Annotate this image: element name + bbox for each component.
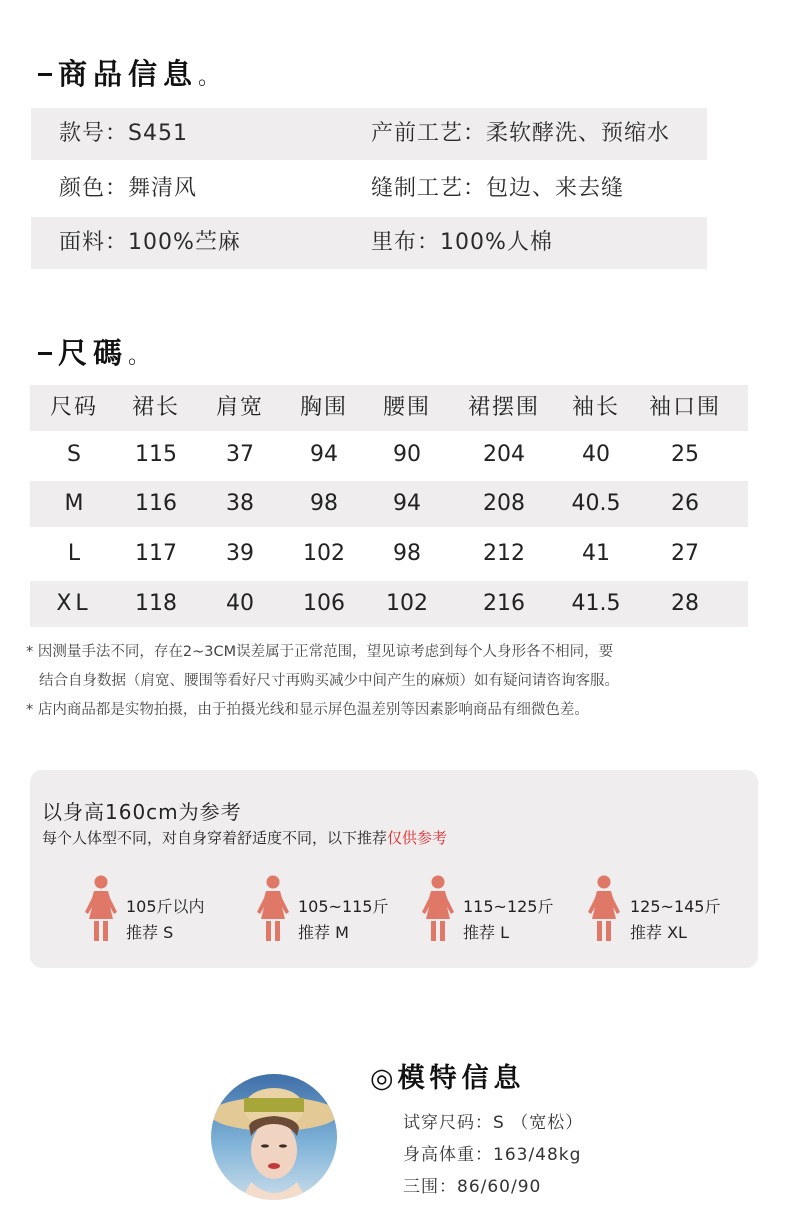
- recommended-size: 推荐 S: [126, 923, 174, 942]
- header-waist: 腰围: [382, 395, 432, 420]
- cell-sleeve-length: 41.5: [571, 591, 621, 616]
- cell-shoulder: 39: [226, 541, 254, 566]
- target-icon: ◎: [370, 1063, 394, 1094]
- header-cuff: 袖口围: [648, 395, 722, 420]
- cell-hem: 216: [483, 591, 525, 616]
- size-chart-heading: [38, 331, 150, 372]
- woman-figure-icon: [255, 874, 291, 942]
- cell-dress-length: 115: [135, 442, 177, 467]
- cell-dress-length: 118: [135, 591, 177, 616]
- table-row: [30, 432, 748, 478]
- model-size: 试穿尺码：S （宽松）: [403, 1113, 584, 1133]
- dash-icon: [38, 73, 52, 76]
- recommendation-s: [126, 894, 205, 946]
- model-photo: [211, 1074, 337, 1200]
- woman-figure-icon: [420, 874, 456, 942]
- size-notes: [26, 638, 619, 725]
- product-info-heading: [38, 52, 220, 93]
- note-line-3: * 店内商品都是实物拍摄，由于拍摄光线和显示屏色温差别等因素影响商品有细微色差。: [26, 702, 589, 718]
- cell-dress-length: 116: [135, 491, 177, 516]
- recommendation-l: [463, 894, 554, 946]
- size-chart-title: 尺碼: [58, 336, 129, 370]
- cell-cuff: 28: [671, 591, 699, 616]
- cell-shoulder: 38: [226, 491, 254, 516]
- cell-waist: 90: [393, 442, 421, 467]
- cell-shoulder: 40: [226, 591, 254, 616]
- cell-waist: 98: [393, 541, 421, 566]
- cell-dress-length: 117: [135, 541, 177, 566]
- title-mark: 。: [198, 65, 221, 90]
- reference-subtitle: [42, 827, 447, 848]
- title-mark: 。: [128, 344, 151, 369]
- reference-subtitle-text: 每个人体型不同，对自身穿着舒适度不同，以下推荐: [42, 829, 388, 847]
- weight-range: 105~115斤: [298, 897, 389, 916]
- model-height-weight: 身高体重：163/48kg: [403, 1145, 582, 1165]
- recommendation-xl: [630, 894, 721, 946]
- cell-bust: 106: [303, 591, 345, 616]
- info-row-2: [31, 163, 707, 215]
- cell-size: XL: [56, 591, 92, 616]
- info-fabric: 面料：100%苎麻: [59, 230, 241, 255]
- info-style-number: 款号：S451: [59, 121, 188, 146]
- recommended-size: 推荐 M: [298, 923, 349, 942]
- cell-bust: 102: [303, 541, 345, 566]
- model-info-heading: [370, 1056, 526, 1095]
- cell-hem: 204: [483, 442, 525, 467]
- woman-figure-icon: [586, 874, 622, 942]
- reference-title: 以身高160cm为参考: [42, 800, 242, 824]
- header-size: 尺码: [49, 395, 99, 420]
- header-hem: 裙摆围: [467, 395, 541, 420]
- product-info-title: 商品信息: [58, 57, 199, 91]
- info-color: 颜色：舞清风: [59, 176, 198, 201]
- info-sewing-process: 缝制工艺：包边、来去缝: [371, 176, 625, 201]
- info-row-3: [31, 217, 707, 269]
- dash-icon: [38, 352, 52, 355]
- cell-waist: 94: [393, 491, 421, 516]
- cell-sleeve-length: 40.5: [571, 491, 621, 516]
- reference-highlight: 仅供参考: [387, 829, 448, 847]
- cell-cuff: 26: [671, 491, 699, 516]
- header-sleeve-length: 袖长: [571, 395, 621, 420]
- info-lining: 里布：100%人棉: [371, 230, 553, 255]
- info-pre-process: 产前工艺：柔软酵洗、预缩水: [371, 121, 671, 146]
- cell-hem: 212: [483, 541, 525, 566]
- cell-sleeve-length: 41: [582, 541, 610, 566]
- cell-hem: 208: [483, 491, 525, 516]
- header-shoulder: 肩宽: [215, 395, 265, 420]
- model-measurements: 三围：86/60/90: [403, 1177, 542, 1197]
- cell-sleeve-length: 40: [582, 442, 610, 467]
- note-line-2: 结合自身数据（肩宽、腰围等看好尺寸再购买减少中间产生的麻烦）如有疑问请咨询客服。: [39, 673, 619, 689]
- note-line-1: * 因测量手法不同，存在2~3CM误差属于正常范围，望见谅考虑到每个人身形各不相同，要: [26, 644, 614, 660]
- header-bust: 胸围: [299, 395, 349, 420]
- cell-size: S: [67, 442, 81, 467]
- table-row: [30, 581, 748, 627]
- cell-shoulder: 37: [226, 442, 254, 467]
- table-row: [30, 531, 748, 577]
- recommendation-m: [298, 894, 389, 946]
- recommended-size: 推荐 L: [463, 923, 510, 942]
- weight-range: 105斤以内: [126, 897, 205, 916]
- cell-bust: 98: [310, 491, 338, 516]
- table-row: [30, 481, 748, 527]
- cell-bust: 94: [310, 442, 338, 467]
- model-info-title: 模特信息: [397, 1063, 526, 1094]
- header-dress-length: 裙长: [131, 395, 181, 420]
- woman-figure-icon: [83, 874, 119, 942]
- size-table-header: [30, 385, 748, 431]
- cell-waist: 102: [386, 591, 428, 616]
- cell-size: L: [67, 541, 81, 566]
- cell-cuff: 27: [671, 541, 699, 566]
- recommended-size: 推荐 XL: [630, 923, 687, 942]
- info-row-1: [31, 108, 707, 160]
- weight-range: 115~125斤: [463, 897, 554, 916]
- weight-range: 125~145斤: [630, 897, 721, 916]
- cell-cuff: 25: [671, 442, 699, 467]
- size-recommendation-box: [30, 770, 758, 968]
- cell-size: M: [64, 491, 84, 516]
